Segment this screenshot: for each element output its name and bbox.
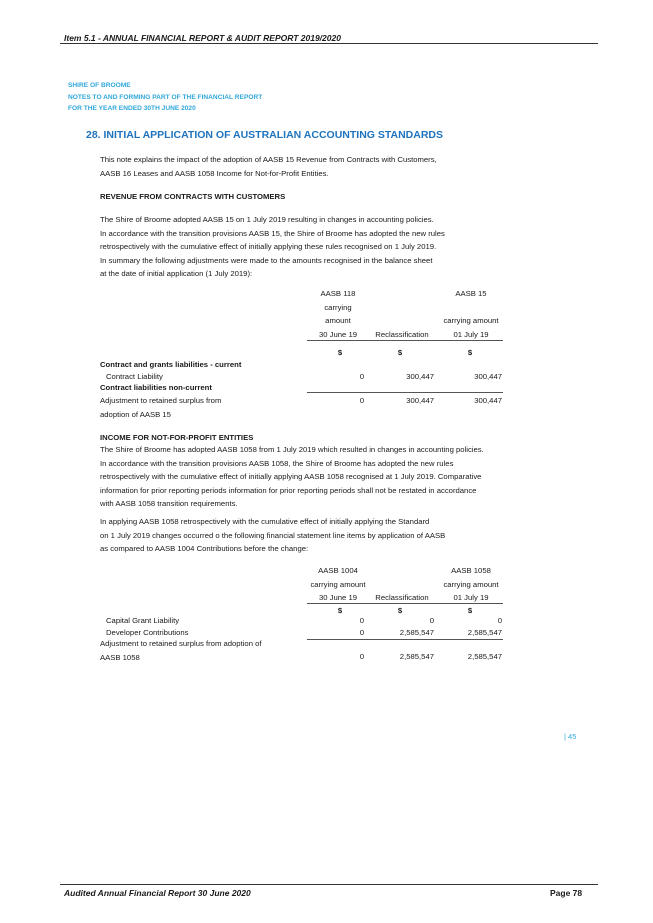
intro-line: This note explains the impact of the adoption of AASB 15 Revenue from Contracts with Customers, [100, 155, 437, 164]
inc-row3-label-line: Adjustment to retained surplus from adoption of [100, 639, 262, 648]
rev-unit-3: $ [467, 348, 473, 357]
inc-row1-label: Capital Grant Liability [106, 616, 180, 625]
org-name: SHIRE OF BROOME [68, 82, 131, 89]
inc-col1-line: 30 June 19 [318, 593, 358, 603]
inc-col1-line: carrying amount [310, 579, 366, 589]
inc-row3-v1: 0 [359, 652, 364, 661]
rev-col3-line: carrying amount [443, 316, 499, 326]
rev-col3-line: 01 July 19 [453, 329, 489, 339]
inc-row1-v1: 0 [359, 616, 364, 625]
inc-row3-label [100, 637, 262, 664]
rev-col3-spacer [438, 301, 504, 315]
revenue-line: The Shire of Broome adopted AASB 15 on 1 July 2019 resulting in changes in accounting policies. [100, 215, 434, 224]
inc-row1-v2: 0 [429, 616, 434, 625]
revenue-paragraph [100, 213, 445, 281]
rev-row2-v3: 300,447 [474, 396, 502, 405]
inc-col3-line: carrying amount [443, 579, 499, 589]
rev-col3-line: AASB 15 [455, 289, 487, 298]
inc-unit-2: $ [397, 606, 403, 615]
inc-col1-line: AASB 1004 [318, 566, 358, 575]
rev-col1-header [306, 287, 370, 341]
revenue-line: at the date of initial application (1 July 2019): [100, 269, 253, 279]
rev-row2-label-line: Adjustment to retained surplus from [100, 396, 222, 405]
inc-row2-v1: 0 [359, 628, 364, 637]
income2-line: In applying AASB 1058 retrospectively with the cumulative effect of initially applying the Standard [100, 517, 430, 526]
income-line: information for prior reporting periods information for prior reporting periods shall not be restated in accordance [100, 485, 477, 495]
revenue-line: In summary the following adjustments were made to the amounts recognised in the balance sheet [100, 255, 433, 265]
inc-unit-1: $ [337, 606, 343, 615]
inc-row2-v3: 2,585,547 [467, 628, 502, 637]
intro-line: AASB 16 Leases and AASB 1058 Income for Not-for-Profit Entities. [100, 168, 329, 178]
inc-col3-header [436, 564, 506, 605]
footer-title: Audited Annual Financial Report 30 June 2020 [64, 888, 251, 898]
rev-unit-1: $ [337, 348, 343, 357]
rev-header-rule [307, 340, 503, 341]
intro-paragraph [100, 153, 437, 180]
income2-line: as compared to AASB 1004 Contributions before the change: [100, 544, 309, 554]
rev-col1-line: 30 June 19 [318, 329, 358, 339]
income-line: with AASB 1058 transition requirements. [100, 499, 238, 509]
rev-unit-2: $ [397, 348, 403, 357]
rev-group-noncurrent: Contract liabilities non-current [100, 383, 212, 392]
income-heading: INCOME FOR NOT-FOR-PROFIT ENTITIES [100, 433, 254, 442]
section-title: 28. INITIAL APPLICATION OF AUSTRALIAN ACCOUNTING STANDARDS [86, 129, 443, 141]
income2-line: on 1 July 2019 changes occurred o the following financial statement line items by application of AASB [100, 530, 446, 540]
rev-row1-v2: 300,447 [406, 372, 434, 381]
page-marker: | 45 [564, 732, 577, 741]
revenue-heading: REVENUE FROM CONTRACTS WITH CUSTOMERS [100, 192, 286, 201]
inc-col2-header: Reclassification [375, 593, 429, 602]
inc-row3-v2: 2,585,547 [399, 652, 434, 661]
footer-page-number: Page 78 [550, 888, 583, 898]
report-header-title: Item 5.1 - ANNUAL FINANCIAL REPORT & AUDIT REPORT 2019/2020 [64, 33, 341, 43]
rev-row-label: Contract Liability [106, 372, 163, 381]
rev-row2-label-line: adoption of AASB 15 [100, 409, 171, 419]
income-paragraph-2 [100, 515, 445, 556]
rev-row2-v1: 0 [359, 396, 364, 405]
rev-col1-line: carrying [324, 302, 352, 312]
inc-row3-v3: 2,585,547 [467, 652, 502, 661]
rev-row-rule [307, 392, 503, 393]
rev-row1-v3: 300,447 [474, 372, 502, 381]
income-line: retrospectively with the cumulative effect of initially applying AASB 1058 recognised at 1 July 2019. Comparative [100, 472, 482, 482]
inc-row2-v2: 2,585,547 [399, 628, 434, 637]
income-paragraph [100, 443, 484, 511]
revenue-line: In accordance with the transition provisions AASB 15, the Shire of Broome has adopted the new rules [100, 228, 445, 238]
revenue-line: retrospectively with the cumulative effect of initially applying these rules recognised on 1 July 2019. [100, 242, 437, 252]
income-line: The Shire of Broome has adopted AASB 1058 from 1 July 2019 which resulted in changes in accounting policies. [100, 445, 484, 454]
inc-row1-v3: 0 [497, 616, 502, 625]
rev-row1-v1: 0 [359, 372, 364, 381]
inc-row2-label: Developer Contributions [106, 628, 189, 637]
org-subtitle-2: FOR THE YEAR ENDED 30TH JUNE 2020 [68, 105, 196, 112]
inc-col3-line: 01 July 19 [453, 593, 489, 603]
rev-row2-label [100, 394, 221, 421]
rev-col3-header [438, 287, 504, 341]
org-subtitle-1: NOTES TO AND FORMING PART OF THE FINANCIAL REPORT [68, 94, 263, 101]
inc-row-rule [307, 639, 503, 640]
inc-unit-3: $ [467, 606, 473, 615]
rev-col1-line: amount [325, 316, 351, 326]
footer-divider [60, 884, 598, 885]
rev-col1-line: AASB 118 [320, 289, 356, 298]
rev-group-current: Contract and grants liabilities - current [100, 360, 242, 369]
inc-row3-label-line: AASB 1058 [100, 652, 140, 662]
rev-col2-header: Reclassification [375, 330, 429, 339]
header-divider [60, 43, 598, 44]
inc-col3-line: AASB 1058 [451, 566, 491, 575]
rev-row2-v2: 300,447 [406, 396, 434, 405]
inc-col1-header [300, 564, 376, 605]
income-line: In accordance with the transition provisions AASB 1058, the Shire of Broome has adopted the new rules [100, 458, 454, 468]
